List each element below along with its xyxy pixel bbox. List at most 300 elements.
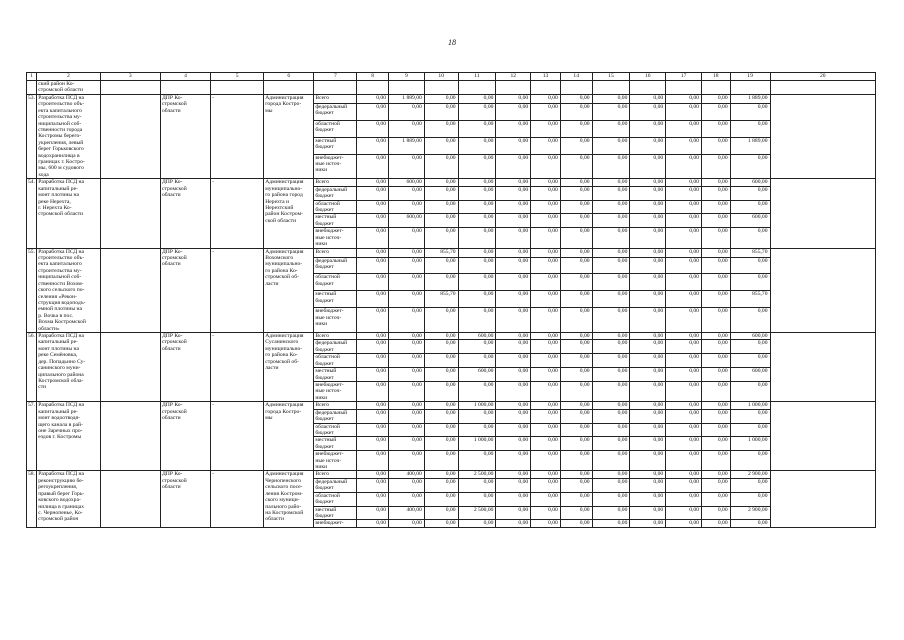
amount-cell: 0,00 xyxy=(424,381,458,401)
amount-cell: 0,00 xyxy=(458,520,496,527)
amount-cell: 0,00 xyxy=(389,451,425,471)
amount-cell: 0,00 xyxy=(592,368,630,382)
amount-cell: 0,00 xyxy=(458,451,496,471)
table-cell xyxy=(27,81,37,95)
amount-cell: 0,00 xyxy=(666,186,702,200)
amount-cell: 0,00 xyxy=(666,333,702,340)
amount-cell: 0,00 xyxy=(666,248,702,257)
amount-cell: 0,00 xyxy=(424,520,458,527)
responsible-executor: ДПР Ко- стромской области xyxy=(160,471,210,527)
amount-cell: 0,00 xyxy=(531,257,561,274)
table-cell xyxy=(211,81,264,95)
amount-cell: 0,00 xyxy=(424,274,458,291)
table-row xyxy=(27,94,876,103)
amount-cell: 0,00 xyxy=(592,214,630,228)
amount-cell: 0,00 xyxy=(630,471,666,478)
funding-source: внебюджет- ные источ- ники xyxy=(314,228,357,248)
dash-cell: - xyxy=(211,179,264,248)
entry-number: 58. xyxy=(27,471,37,527)
table-cell xyxy=(666,81,702,95)
amount-cell: 600,00 xyxy=(730,214,770,228)
amount-cell: 0,00 xyxy=(592,402,630,409)
amount-cell: 0,00 xyxy=(496,368,531,382)
amount-cell: 0,00 xyxy=(701,478,730,492)
amount-cell: 0,00 xyxy=(458,154,496,179)
amount-cell: 0,00 xyxy=(666,257,702,274)
table-cell xyxy=(264,81,314,95)
amount-cell: 1 889,00 xyxy=(389,137,425,154)
amount-cell: 0,00 xyxy=(560,94,592,103)
amount-cell: 0,00 xyxy=(357,492,389,506)
recipient: Администрация Сусанинского муниципально- го района Ко- стромской об- ласти xyxy=(264,333,314,402)
amount-cell: 0,00 xyxy=(357,478,389,492)
amount-cell: 0,00 xyxy=(560,308,592,333)
table-cell xyxy=(496,81,531,95)
empty-cell xyxy=(100,248,160,332)
responsible-executor: ДПР Ко- стромской области xyxy=(160,402,210,471)
table-row xyxy=(27,471,876,478)
amount-cell: 0,00 xyxy=(701,381,730,401)
amount-cell: 1 889,00 xyxy=(730,94,770,103)
amount-cell: 0,00 xyxy=(458,186,496,200)
amount-cell: 0,00 xyxy=(592,120,630,137)
amount-cell: 0,00 xyxy=(630,340,666,354)
amount-cell: 0,00 xyxy=(666,471,702,478)
carry-over-text: ский район Ко- стромской области xyxy=(37,81,100,95)
measure-name: Разработка ПСД на капитальный ре- монт плотины на реке Нерехта, г. Нерехта Ко- стромской области xyxy=(37,179,100,248)
remarks-cell xyxy=(770,402,875,471)
amount-cell: 0,00 xyxy=(666,409,702,423)
amount-cell: 0,00 xyxy=(592,471,630,478)
amount-cell: 0,00 xyxy=(357,437,389,451)
amount-cell: 0,00 xyxy=(701,354,730,368)
funding-source: федеральный бюджет xyxy=(314,409,357,423)
amount-cell: 0,00 xyxy=(357,179,389,186)
amount-cell: 0,00 xyxy=(666,94,702,103)
amount-cell: 0,00 xyxy=(424,478,458,492)
amount-cell: 0,00 xyxy=(389,478,425,492)
funding-source: областной бюджет xyxy=(314,200,357,214)
amount-cell: 0,00 xyxy=(424,103,458,120)
amount-cell: 0,00 xyxy=(592,200,630,214)
amount-cell: 0,00 xyxy=(496,120,531,137)
amount-cell: 0,00 xyxy=(357,520,389,527)
measure-name: Разработка ПСД на капитальный ре- монт водоотводя- щего канала в рай- оне Заречных про- ездов г. Костромы xyxy=(37,402,100,471)
table-cell xyxy=(100,81,160,95)
table-cell xyxy=(389,81,425,95)
table-cell xyxy=(770,81,875,95)
amount-cell: 0,00 xyxy=(531,308,561,333)
amount-cell: 0,00 xyxy=(560,179,592,186)
amount-cell: 0,00 xyxy=(531,179,561,186)
amount-cell: 0,00 xyxy=(458,340,496,354)
amount-cell: 0,00 xyxy=(592,186,630,200)
amount-cell: 0,00 xyxy=(560,214,592,228)
amount-cell: 0,00 xyxy=(560,274,592,291)
amount-cell: 0,00 xyxy=(531,214,561,228)
remarks-cell xyxy=(770,471,875,527)
amount-cell: 0,00 xyxy=(531,368,561,382)
amount-cell: 0,00 xyxy=(458,308,496,333)
amount-cell: 0,00 xyxy=(389,248,425,257)
amount-cell: 0,00 xyxy=(424,402,458,409)
column-number: 7 xyxy=(314,73,357,81)
table-cell xyxy=(531,81,561,95)
remarks-cell xyxy=(770,94,875,178)
funding-source: внебюджет- ные источ- ники xyxy=(314,154,357,179)
amount-cell: 0,00 xyxy=(357,340,389,354)
amount-cell: 0,00 xyxy=(666,402,702,409)
table-row xyxy=(27,333,876,340)
funding-source: федеральный бюджет xyxy=(314,257,357,274)
amount-cell: 0,00 xyxy=(560,228,592,248)
amount-cell: 0,00 xyxy=(560,506,592,520)
amount-cell: 0,00 xyxy=(560,257,592,274)
amount-cell: 0,00 xyxy=(630,492,666,506)
amount-cell: 0,00 xyxy=(424,506,458,520)
amount-cell: 0,00 xyxy=(630,451,666,471)
amount-cell: 0,00 xyxy=(560,402,592,409)
recipient: Администрация муниципально- го района город Нерехта и Нерехтский район Костром- ской области xyxy=(264,179,314,248)
remarks-cell xyxy=(770,333,875,402)
amount-cell: 0,00 xyxy=(424,423,458,437)
amount-cell: 1 000,00 xyxy=(458,437,496,451)
amount-cell: 0,00 xyxy=(357,471,389,478)
responsible-executor: ДПР Ко- стромской области xyxy=(160,248,210,332)
amount-cell: 0,00 xyxy=(531,200,561,214)
amount-cell: 0,00 xyxy=(630,200,666,214)
amount-cell: 0,00 xyxy=(389,103,425,120)
column-number: 14 xyxy=(560,73,592,81)
amount-cell: 0,00 xyxy=(531,381,561,401)
amount-cell: 0,00 xyxy=(389,257,425,274)
amount-cell: 0,00 xyxy=(458,200,496,214)
amount-cell: 0,00 xyxy=(389,340,425,354)
column-number: 5 xyxy=(211,73,264,81)
amount-cell: 0,00 xyxy=(630,248,666,257)
amount-cell: 0,00 xyxy=(496,423,531,437)
amount-cell: 0,00 xyxy=(496,200,531,214)
amount-cell: 0,00 xyxy=(424,200,458,214)
responsible-executor: ДПР Ко- стромской области xyxy=(160,179,210,248)
column-number: 8 xyxy=(357,73,389,81)
amount-cell: 0,00 xyxy=(701,520,730,527)
amount-cell: 0,00 xyxy=(496,103,531,120)
amount-cell: 0,00 xyxy=(630,423,666,437)
amount-cell: 0,00 xyxy=(496,506,531,520)
amount-cell: 0,00 xyxy=(424,308,458,333)
amount-cell: 0,00 xyxy=(630,103,666,120)
amount-cell: 0,00 xyxy=(666,274,702,291)
amount-cell: 0,00 xyxy=(730,200,770,214)
amount-cell: 2 500,00 xyxy=(458,506,496,520)
amount-cell: 0,00 xyxy=(424,228,458,248)
amount-cell: 0,00 xyxy=(630,409,666,423)
amount-cell: 0,00 xyxy=(531,340,561,354)
amount-cell: 0,00 xyxy=(458,257,496,274)
amount-cell: 0,00 xyxy=(701,402,730,409)
amount-cell: 0,00 xyxy=(701,506,730,520)
amount-cell: 0,00 xyxy=(592,340,630,354)
funding-source: Всего xyxy=(314,402,357,409)
amount-cell: 0,00 xyxy=(730,257,770,274)
funding-source: федеральный бюджет xyxy=(314,103,357,120)
measure-name: Разработка ПСД на капитальный ре- монт плотины на реке Семёновка, дер. Попадьино Су- санинского муни- ципального района Костромской обла- сти xyxy=(37,333,100,402)
amount-cell: 0,00 xyxy=(560,520,592,527)
amount-cell: 0,00 xyxy=(531,248,561,257)
amount-cell: 0,00 xyxy=(592,520,630,527)
table-row xyxy=(27,402,876,409)
amount-cell: 0,00 xyxy=(701,200,730,214)
column-number: 17 xyxy=(666,73,702,81)
amount-cell: 0,00 xyxy=(458,423,496,437)
column-number: 10 xyxy=(424,73,458,81)
funding-source: федеральный бюджет xyxy=(314,478,357,492)
amount-cell: 0,00 xyxy=(560,492,592,506)
column-number: 6 xyxy=(264,73,314,81)
amount-cell: 0,00 xyxy=(357,291,389,308)
amount-cell: 0,00 xyxy=(701,94,730,103)
recipient: Администрация Вохомского муниципально- го района Ко- стромской об- ласти xyxy=(264,248,314,332)
amount-cell: 0,00 xyxy=(666,381,702,401)
amount-cell: 0,00 xyxy=(424,333,458,340)
amount-cell: 0,00 xyxy=(531,409,561,423)
amount-cell: 0,00 xyxy=(424,368,458,382)
amount-cell: 0,00 xyxy=(496,291,531,308)
amount-cell: 0,00 xyxy=(389,423,425,437)
amount-cell: 0,00 xyxy=(666,214,702,228)
amount-cell: 0,00 xyxy=(531,354,561,368)
amount-cell: 0,00 xyxy=(666,492,702,506)
amount-cell: 1 000,00 xyxy=(458,402,496,409)
funding-source: Всего xyxy=(314,471,357,478)
amount-cell: 0,00 xyxy=(701,471,730,478)
amount-cell: 0,00 xyxy=(496,354,531,368)
amount-cell: 855,70 xyxy=(424,248,458,257)
table-cell xyxy=(592,81,630,95)
dash-cell: - xyxy=(211,471,264,527)
amount-cell: 0,00 xyxy=(701,291,730,308)
table-cell xyxy=(357,81,389,95)
amount-cell: 0,00 xyxy=(730,120,770,137)
funding-source: местный бюджет xyxy=(314,214,357,228)
amount-cell: 400,00 xyxy=(389,506,425,520)
amount-cell: 0,00 xyxy=(424,137,458,154)
amount-cell: 0,00 xyxy=(592,248,630,257)
amount-cell: 0,00 xyxy=(666,179,702,186)
amount-cell: 0,00 xyxy=(531,437,561,451)
amount-cell: 0,00 xyxy=(666,120,702,137)
page-number: 18 xyxy=(448,38,456,47)
amount-cell: 0,00 xyxy=(531,154,561,179)
amount-cell: 0,00 xyxy=(531,186,561,200)
amount-cell: 0,00 xyxy=(592,257,630,274)
amount-cell: 0,00 xyxy=(531,451,561,471)
amount-cell: 0,00 xyxy=(730,423,770,437)
amount-cell: 0,00 xyxy=(496,248,531,257)
amount-cell: 0,00 xyxy=(592,437,630,451)
amount-cell: 0,00 xyxy=(389,520,425,527)
entry-number: 57. xyxy=(27,402,37,471)
funding-source: внебюджет- ные источ- ники xyxy=(314,451,357,471)
amount-cell: 0,00 xyxy=(458,478,496,492)
table-cell xyxy=(560,81,592,95)
amount-cell: 0,00 xyxy=(357,333,389,340)
amount-cell: 0,00 xyxy=(424,154,458,179)
amount-cell: 0,00 xyxy=(424,340,458,354)
column-number: 20 xyxy=(770,73,875,81)
amount-cell: 0,00 xyxy=(630,120,666,137)
column-number: 16 xyxy=(630,73,666,81)
amount-cell: 0,00 xyxy=(389,154,425,179)
amount-cell: 0,00 xyxy=(701,368,730,382)
amount-cell: 855,70 xyxy=(424,291,458,308)
amount-cell: 0,00 xyxy=(592,179,630,186)
amount-cell: 0,00 xyxy=(701,186,730,200)
dash-cell: - xyxy=(211,248,264,332)
amount-cell: 0,00 xyxy=(458,94,496,103)
amount-cell: 0,00 xyxy=(560,409,592,423)
amount-cell: 0,00 xyxy=(730,274,770,291)
amount-cell: 0,00 xyxy=(357,137,389,154)
amount-cell: 0,00 xyxy=(531,506,561,520)
amount-cell: 0,00 xyxy=(496,409,531,423)
funding-source: внебюджет- ные источ- ники xyxy=(314,381,357,401)
amount-cell: 0,00 xyxy=(389,354,425,368)
amount-cell: 0,00 xyxy=(496,451,531,471)
funding-source: Всего xyxy=(314,179,357,186)
amount-cell: 0,00 xyxy=(666,354,702,368)
amount-cell: 0,00 xyxy=(592,423,630,437)
amount-cell: 0,00 xyxy=(496,308,531,333)
amount-cell: 0,00 xyxy=(458,120,496,137)
amount-cell: 0,00 xyxy=(458,409,496,423)
amount-cell: 0,00 xyxy=(531,520,561,527)
amount-cell: 0,00 xyxy=(701,308,730,333)
funding-source: местный бюджет xyxy=(314,291,357,308)
amount-cell: 0,00 xyxy=(424,451,458,471)
amount-cell: 0,00 xyxy=(592,333,630,340)
amount-cell: 0,00 xyxy=(592,154,630,179)
amount-cell: 0,00 xyxy=(424,214,458,228)
amount-cell: 0,00 xyxy=(630,179,666,186)
entry-number: 56. xyxy=(27,333,37,402)
amount-cell: 0,00 xyxy=(701,451,730,471)
amount-cell: 0,00 xyxy=(458,381,496,401)
responsible-executor: ДПР Ко- стромской области xyxy=(160,94,210,178)
amount-cell: 600,00 xyxy=(458,333,496,340)
amount-cell: 0,00 xyxy=(701,492,730,506)
amount-cell: 0,00 xyxy=(560,381,592,401)
remarks-cell xyxy=(770,179,875,248)
amount-cell: 0,00 xyxy=(630,478,666,492)
amount-cell: 0,00 xyxy=(389,492,425,506)
amount-cell: 0,00 xyxy=(701,248,730,257)
amount-cell: 0,00 xyxy=(730,520,770,527)
amount-cell: 0,00 xyxy=(389,308,425,333)
table-row xyxy=(27,248,876,257)
amount-cell: 0,00 xyxy=(560,423,592,437)
entry-number: 53. xyxy=(27,94,37,178)
funding-source: внебюджет- ные источ- ники xyxy=(314,308,357,333)
amount-cell: 0,00 xyxy=(424,186,458,200)
amount-cell: 0,00 xyxy=(730,103,770,120)
amount-cell: 0,00 xyxy=(458,354,496,368)
amount-cell: 0,00 xyxy=(389,274,425,291)
amount-cell: 1 889,00 xyxy=(730,137,770,154)
carry-over-row xyxy=(27,81,876,95)
column-number: 18 xyxy=(701,73,730,81)
amount-cell: 0,00 xyxy=(560,437,592,451)
amount-cell: 0,00 xyxy=(630,354,666,368)
amount-cell: 0,00 xyxy=(630,506,666,520)
amount-cell: 0,00 xyxy=(666,103,702,120)
funding-source: областной бюджет xyxy=(314,423,357,437)
amount-cell: 0,00 xyxy=(357,451,389,471)
entry-number: 55. xyxy=(27,248,37,332)
empty-cell xyxy=(100,333,160,402)
amount-cell: 0,00 xyxy=(424,492,458,506)
amount-cell: 0,00 xyxy=(496,154,531,179)
funding-source: областной бюджет xyxy=(314,120,357,137)
amount-cell: 0,00 xyxy=(701,437,730,451)
amount-cell: 0,00 xyxy=(531,333,561,340)
column-number: 15 xyxy=(592,73,630,81)
amount-cell: 0,00 xyxy=(531,120,561,137)
amount-cell: 0,00 xyxy=(592,228,630,248)
amount-cell: 0,00 xyxy=(592,492,630,506)
amount-cell: 0,00 xyxy=(666,478,702,492)
dash-cell: - xyxy=(211,402,264,471)
column-number: 2 xyxy=(37,73,100,81)
amount-cell: 0,00 xyxy=(424,120,458,137)
amount-cell: 0,00 xyxy=(560,354,592,368)
amount-cell: 0,00 xyxy=(592,478,630,492)
amount-cell: 0,00 xyxy=(630,333,666,340)
amount-cell: 0,00 xyxy=(730,154,770,179)
amount-cell: 0,00 xyxy=(496,137,531,154)
amount-cell: 0,00 xyxy=(560,248,592,257)
amount-cell: 0,00 xyxy=(666,137,702,154)
amount-cell: 0,00 xyxy=(458,492,496,506)
amount-cell: 0,00 xyxy=(531,471,561,478)
amount-cell: 0,00 xyxy=(424,471,458,478)
amount-cell: 0,00 xyxy=(496,228,531,248)
amount-cell: 0,00 xyxy=(531,103,561,120)
amount-cell: 0,00 xyxy=(531,423,561,437)
amount-cell: 0,00 xyxy=(357,248,389,257)
amount-cell: 0,00 xyxy=(592,103,630,120)
amount-cell: 0,00 xyxy=(666,308,702,333)
amount-cell: 0,00 xyxy=(458,179,496,186)
amount-cell: 0,00 xyxy=(630,368,666,382)
amount-cell: 0,00 xyxy=(496,471,531,478)
amount-cell: 0,00 xyxy=(357,506,389,520)
amount-cell: 0,00 xyxy=(666,154,702,179)
table-cell xyxy=(630,81,666,95)
amount-cell: 0,00 xyxy=(496,437,531,451)
amount-cell: 0,00 xyxy=(560,451,592,471)
amount-cell: 600,00 xyxy=(389,179,425,186)
budget-table xyxy=(26,72,876,528)
amount-cell: 0,00 xyxy=(560,200,592,214)
amount-cell: 0,00 xyxy=(666,200,702,214)
table-cell xyxy=(160,81,210,95)
amount-cell: 0,00 xyxy=(389,200,425,214)
funding-source: Всего xyxy=(314,94,357,103)
amount-cell: 0,00 xyxy=(531,402,561,409)
amount-cell: 0,00 xyxy=(424,94,458,103)
